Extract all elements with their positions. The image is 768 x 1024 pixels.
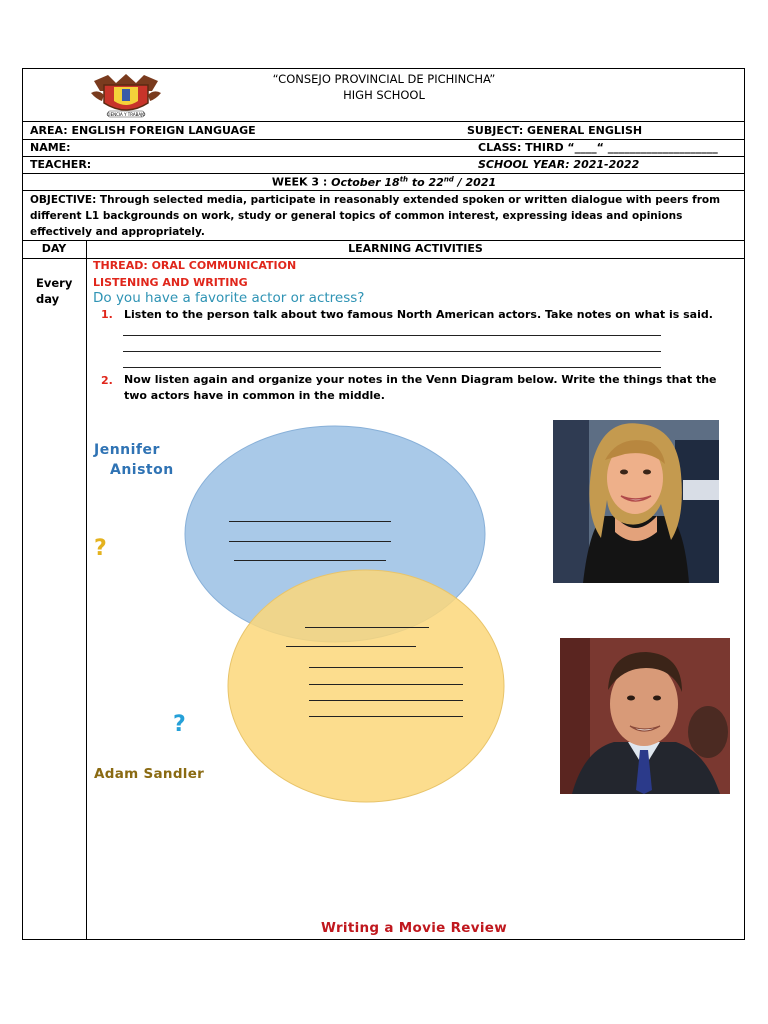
venn-line[interactable]	[309, 716, 463, 717]
teacher-field[interactable]: TEACHER:	[30, 158, 92, 171]
crest-motto: CIENCIA Y TRABAJO	[106, 112, 146, 117]
venn-line[interactable]	[234, 560, 386, 561]
thread-label: THREAD: ORAL COMMUNICATION	[93, 259, 297, 272]
week-end: to 22	[408, 175, 444, 189]
day-value: Every	[36, 276, 73, 290]
school-year: SCHOOL YEAR: 2021-2022	[478, 158, 640, 171]
venn-line[interactable]	[305, 627, 429, 628]
instruction-1: Listen to the person talk about two famous North American actors. Take notes on what is said.	[124, 308, 713, 321]
divider	[22, 121, 745, 122]
answer-line[interactable]	[123, 367, 661, 368]
week-end-suffix: nd	[443, 175, 454, 183]
divider	[22, 156, 745, 157]
divider	[22, 190, 745, 191]
name-field[interactable]: NAME:	[30, 141, 71, 154]
adam-sandler-photo	[560, 638, 730, 794]
week-start-suffix: th	[399, 175, 409, 183]
objective-text: OBJECTIVE: Through selected media, participate in reasonably extended spoken or written dialogue with peers from different L1 backgrounds on work, study or general topics of common interest, expressing ideas and opinions effectively and appropriately.	[30, 194, 721, 238]
week-label	[0, 175, 768, 189]
section-title: Writing a Movie Review	[321, 920, 508, 936]
answer-line[interactable]	[123, 335, 661, 336]
question-mark: ?	[173, 712, 186, 737]
skill-label: LISTENING AND WRITING	[93, 276, 248, 289]
column-divider	[86, 240, 87, 940]
actor-1-name: Aniston	[110, 462, 174, 478]
venn-line[interactable]	[309, 700, 463, 701]
week-prefix: WEEK 3 :	[271, 175, 332, 189]
divider	[22, 240, 745, 241]
venn-circle-adam	[228, 570, 504, 802]
week-start: October 18	[331, 175, 400, 189]
venn-line[interactable]	[229, 521, 391, 522]
venn-line[interactable]	[309, 667, 463, 668]
school-type: HIGH SCHOOL	[343, 88, 425, 102]
venn-diagram	[180, 420, 510, 810]
subject-label: SUBJECT: GENERAL ENGLISH	[467, 124, 643, 137]
venn-line[interactable]	[286, 646, 416, 647]
jennifer-aniston-photo	[553, 420, 719, 583]
day-value: day	[36, 292, 60, 306]
instruction-2: Now listen again and organize your notes in the Venn Diagram below. Write the things that the two actors have in common in the middle.	[124, 373, 717, 402]
question-text: Do you have a favorite actor or actress?	[93, 290, 365, 306]
activities-column-header: LEARNING ACTIVITIES	[348, 242, 483, 255]
item-number: 2.	[101, 374, 113, 387]
venn-line[interactable]	[309, 684, 463, 685]
actor-2-name: Adam Sandler	[94, 766, 205, 782]
question-mark: ?	[94, 536, 107, 561]
actor-1-name: Jennifer	[94, 442, 160, 458]
week-year: / 2021	[453, 175, 497, 189]
divider	[22, 173, 745, 174]
class-field[interactable]: CLASS: THIRD “____“ ____________________	[478, 141, 718, 154]
school-name: “CONSEJO PROVINCIAL DE PICHINCHA”	[272, 72, 496, 86]
divider	[22, 139, 745, 140]
day-column-header: DAY	[41, 242, 67, 255]
item-number: 1.	[101, 308, 113, 321]
area-label: AREA: ENGLISH FOREIGN LANGUAGE	[30, 124, 256, 137]
answer-line[interactable]	[123, 351, 661, 352]
venn-line[interactable]	[229, 541, 391, 542]
